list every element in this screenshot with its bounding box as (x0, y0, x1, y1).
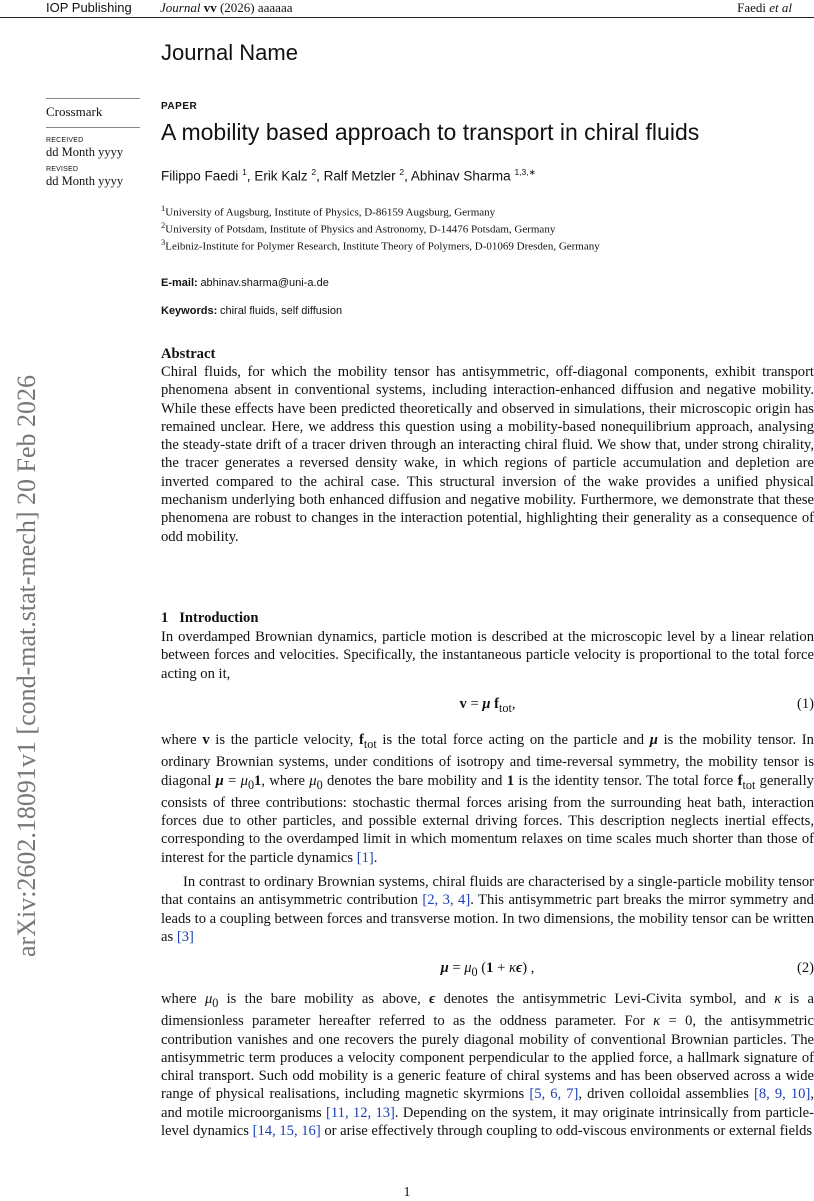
revised-label: REVISED (46, 166, 79, 173)
paragraph: In overdamped Brownian dynamics, particle motion is described at the microscopic level by a linear relation between forces and velocities. Specifically, the instantaneous particle velocity is proportional to the total force acting on it, (161, 629, 814, 682)
equation-number: (1) (796, 696, 814, 712)
journal-reference (160, 0, 292, 16)
affiliation-1: $^1$University of Augsburg, Institute of Physics, D-86159 Augsburg, Germany (161, 203, 496, 219)
paragraph: In contrast to ordinary Brownian systems, chiral fluids are characterised by a single-particle mobility tensor that contains an antisymmetric contribution [2, 3, 4]. This antisymmetric part breaks the mirror symmetry and leads to a coupling between forces and transverse motion. In two dimensions, the mobility tensor can be written as [3] (161, 874, 814, 945)
running-author: Faedi et al (737, 0, 792, 15)
email-line (161, 277, 329, 289)
citation-link[interactable]: [5, 6, 7] (529, 1086, 579, 1103)
author-affiliation-marker: 1 (242, 167, 247, 177)
journal-name: Journal Name (161, 40, 298, 65)
paragraph: where v is the particle velocity, $f_{tot}$ is the total force acting on the particle and μ is the mobility tensor. In ordinary Brownian systems, under conditions of isotropy and time-reversal symmetry, the mobility tensor is diagonal $\mu = \mu_01$, where $\mu_0$ denotes the bare mobility and 1 is the identity tensor. The total force $f_{tot}$ generally consists of three contributions: stochastic thermal forces arising from the surrounding heat bath, interaction forces due to other particles, and possible external driving forces. This description neglects inertial effects, corresponding to the overdamped limit in which momentum relaxes on time scales much shorter than those of interest for the particle dynamics [1]. (161, 732, 814, 866)
keywords-value: chiral fluids, self diffusion (220, 305, 343, 317)
email-label: E-mail: (161, 277, 198, 289)
citation-link[interactable]: [3] (176, 928, 194, 945)
citation-link[interactable]: [14, 15, 16] (252, 1122, 321, 1139)
author-affiliation-marker: 2 (399, 167, 405, 177)
keywords-line (161, 305, 342, 317)
author-affiliation-marker: 2 (311, 167, 317, 177)
paragraph: where $\mu_0$ is the bare mobility as above, ϵ denotes the antisymmetric Levi-Civita symbol, and κ is a dimensionless parameter hereafter referred to as the oddness parameter. For κ = 0, the antisymmetric contribution vanishes and one recovers the purely diagonal mobility of conventional Brownian particles. The antisymmetric term produces a velocity component perpendicular to the applied force, a hallmark signature of chiral transport. Such odd mobility is a generic feature of chiral systems and has been observed across a wide range of physical realisations, including magnetic skyrmions [5, 6, 7], driven colloidal assemblies [8, 9, 10], and motile microorganisms [11, 12, 13]. Depending on the system, it may originate intrinsically from particle-level dynamics [14, 15, 16] or arise effectively through coupling to odd-viscous environments or external fields (161, 991, 814, 1139)
meta-rule-mid (46, 127, 140, 128)
journal-word: Journal (160, 0, 201, 15)
arxiv-identifier[interactable]: arXiv:2602.18091v1 [cond-mat.stat-mech] 20 Feb 2026 (12, 375, 41, 957)
meta-rule-top (46, 98, 140, 99)
abstract-heading: Abstract (161, 346, 216, 362)
journal-year-pages: (2026) aaaaaa (219, 0, 293, 15)
citation-link[interactable]: [8, 9, 10] (753, 1086, 811, 1103)
page-number: 1 (403, 1185, 411, 1200)
citation-link[interactable]: [1] (356, 849, 374, 866)
revised-date: dd Month yyyy (46, 174, 124, 188)
section-heading: 1 Introduction (161, 610, 259, 626)
author-name: Ralf Metzler (323, 168, 396, 184)
publisher-name: IOP Publishing (46, 0, 132, 15)
author-name: Filippo Faedi (161, 168, 239, 184)
author-affiliation-marker: 1,3,∗ (514, 167, 536, 177)
paper-type-label: PAPER (161, 101, 198, 112)
abstract-text: Chiral fluids, for which the mobility tensor has antisymmetric, off-diagonal components, exhibit transport phenomena absent in conventional systems, including interaction-enhanced diffusion and negative mobility. While these effects have been predicted theoretically and observed in simulations, their microscopic origin has remained unclear. Here, we address this question using a mobility-based nonequilibrium approach, analysing the steady-state drift of a tracer driven through an interacting chiral fluid. We show that, under strong chirality, the tracer generates a reversed density wake, in which regions of particle accumulation and depletion are inverted compared to the achiral case. This structural inversion of the wake provides a unified physical mechanism underlying both enhanced diffusion and negative mobility. Furthermore, we demonstrate that these phenomena are robust to changes in the interaction potential, highlighting their generality as a consequence of odd mobility. (161, 364, 814, 545)
citation-link[interactable]: [11, 12, 13] (326, 1104, 395, 1121)
paper-title: A mobility based approach to transport in chiral fluids (161, 119, 700, 145)
author-name: Abhinav Sharma (410, 168, 511, 184)
affiliation-2: $^2$University of Potsdam, Institute of Physics and Astronomy, D-14476 Potsdam, Germany (161, 220, 556, 236)
received-date: dd Month yyyy (46, 145, 124, 159)
author-name: Erik Kalz (254, 168, 308, 184)
keywords-label: Keywords: (161, 305, 218, 317)
citation-link[interactable]: [2, 3, 4] (422, 892, 471, 909)
received-label: RECEIVED (46, 137, 84, 144)
journal-volume: vv (203, 0, 217, 15)
author-list: Filippo Faedi $^1$, Erik Kalz $^2$, Ralf Metzler $^2$, Abhinav Sharma $^{1,3,∗}$ (161, 167, 536, 184)
affiliation-3: $^3$Leibniz-Institute for Polymer Research, Institute Theory of Polymers, D-01069 Dresden, Germany (161, 237, 600, 253)
email-address[interactable]: abhinav.sharma@uni-a.de (200, 277, 329, 289)
header-rule (0, 17, 814, 18)
crossmark-link[interactable]: Crossmark (46, 104, 103, 119)
equation-number: (2) (796, 960, 814, 976)
